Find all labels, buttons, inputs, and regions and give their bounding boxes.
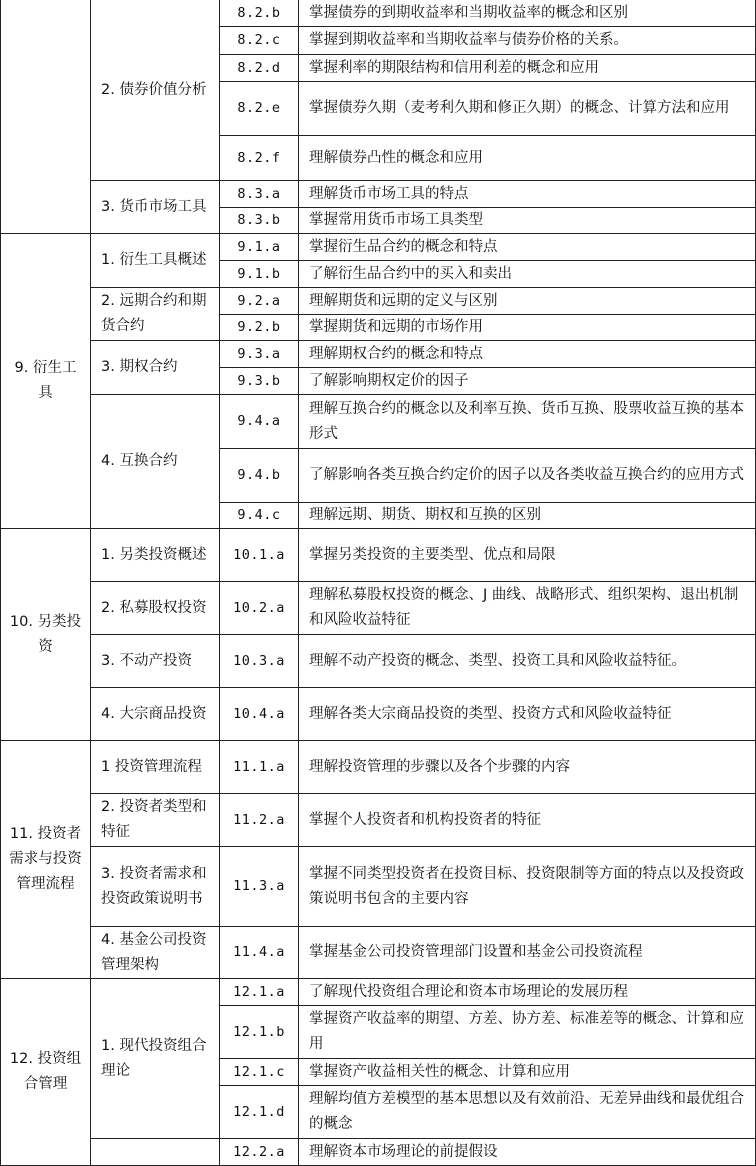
- item-desc: 掌握到期收益率和当期收益率与债券价格的关系。: [299, 27, 756, 55]
- item-code: 12.1.d: [220, 1086, 299, 1139]
- subsection-private-equity: 2. 私募股权投资: [91, 582, 220, 635]
- item-code: 8.2.c: [220, 27, 299, 55]
- item-code: 9.1.a: [220, 234, 299, 261]
- item-desc: 理解投资管理的步骤以及各个步骤的内容: [299, 741, 756, 794]
- item-code: 11.4.a: [220, 927, 299, 979]
- item-code: 10.4.a: [220, 688, 299, 741]
- subsection-derivatives-overview: 1. 衍生工具概述: [91, 234, 220, 288]
- subsection-modern-portfolio-theory: 1. 现代投资组合理论: [91, 979, 220, 1139]
- item-code: 8.3.a: [220, 181, 299, 208]
- item-code: 9.2.a: [220, 288, 299, 315]
- item-code: 11.3.a: [220, 847, 299, 927]
- item-desc: 掌握不同类型投资者在投资目标、投资限制等方面的特点以及投资政策说明书包含的主要内容: [299, 847, 756, 927]
- item-desc: 掌握债券久期（麦考利久期和修正久期）的概念、计算方法和应用: [299, 82, 756, 136]
- item-desc: 掌握衍生品合约的概念和特点: [299, 234, 756, 261]
- item-desc: 了解现代投资组合理论和资本市场理论的发展历程: [299, 979, 756, 1006]
- subsection-alt-overview: 1. 另类投资概述: [91, 529, 220, 582]
- item-code: 10.2.a: [220, 582, 299, 635]
- item-desc: 了解影响期权定价的因子: [299, 368, 756, 395]
- section-derivatives: 9. 衍生工具: [1, 234, 91, 529]
- section-cell-8: [1, 0, 91, 234]
- item-code: 9.3.a: [220, 341, 299, 368]
- item-desc: 理解期权合约的概念和特点: [299, 341, 756, 368]
- item-desc: 掌握期货和远期的市场作用: [299, 315, 756, 341]
- item-code: 12.1.a: [220, 979, 299, 1006]
- item-desc: 掌握另类投资的主要类型、优点和局限: [299, 529, 756, 582]
- item-desc: 掌握债券的到期收益率和当期收益率的概念和区别: [299, 0, 756, 27]
- subsection-investor-types: 2. 投资者类型和特征: [91, 794, 220, 847]
- item-desc: 掌握基金公司投资管理部门设置和基金公司投资流程: [299, 927, 756, 979]
- item-desc: 理解不动产投资的概念、类型、投资工具和风险收益特征。: [299, 635, 756, 688]
- item-desc: 掌握个人投资者和机构投资者的特征: [299, 794, 756, 847]
- subsection-fund-structure: 4. 基金公司投资管理架构: [91, 927, 220, 979]
- item-desc: 理解互换合约的概念以及利率互换、货币互换、股票收益互换的基本形式: [299, 395, 756, 449]
- item-desc: 理解期货和远期的定义与区别: [299, 288, 756, 315]
- subsection-real-estate: 3. 不动产投资: [91, 635, 220, 688]
- item-code: 12.1.c: [220, 1059, 299, 1086]
- item-desc: 掌握常用货币市场工具类型: [299, 208, 756, 234]
- item-code: 9.1.b: [220, 261, 299, 288]
- subsection-capital-market-theory: [91, 1139, 220, 1166]
- subsection-bond-valuation: 2. 债券价值分析: [91, 0, 220, 181]
- item-code: 8.2.d: [220, 55, 299, 82]
- item-desc: 理解债券凸性的概念和应用: [299, 136, 756, 181]
- item-desc: 掌握利率的期限结构和信用利差的概念和应用: [299, 55, 756, 82]
- subsection-options: 3. 期权合约: [91, 341, 220, 395]
- item-desc: 理解均值方差模型的基本思想以及有效前沿、无差异曲线和最优组合的概念: [299, 1086, 756, 1139]
- item-code: 9.4.b: [220, 449, 299, 503]
- item-code: 9.2.b: [220, 315, 299, 341]
- item-code: 12.1.b: [220, 1006, 299, 1059]
- item-desc: 了解影响各类互换合约定价的因子以及各类收益互换合约的应用方式: [299, 449, 756, 503]
- item-desc: 理解各类大宗商品投资的类型、投资方式和风险收益特征: [299, 688, 756, 741]
- item-code: 11.2.a: [220, 794, 299, 847]
- item-code: 8.2.b: [220, 0, 299, 27]
- item-code: 10.3.a: [220, 635, 299, 688]
- item-desc: 理解货币市场工具的特点: [299, 181, 756, 208]
- item-desc: 了解衍生品合约中的买入和卖出: [299, 261, 756, 288]
- item-code: 9.4.a: [220, 395, 299, 449]
- item-code: 10.1.a: [220, 529, 299, 582]
- subsection-forwards-futures: 2. 远期合约和期货合约: [91, 288, 220, 341]
- item-desc: 理解远期、期货、期权和互换的区别: [299, 503, 756, 529]
- item-code: 11.1.a: [220, 741, 299, 794]
- item-desc: 掌握资产收益相关性的概念、计算和应用: [299, 1059, 756, 1086]
- item-desc: 理解资本市场理论的前提假设: [299, 1139, 756, 1166]
- section-investor-needs: 11. 投资者需求与投资管理流程: [1, 741, 91, 979]
- item-desc: 掌握资产收益率的期望、方差、协方差、标准差等的概念、计算和应用: [299, 1006, 756, 1059]
- subsection-investment-process: 1 投资管理流程: [91, 741, 220, 794]
- item-code: 8.2.e: [220, 82, 299, 136]
- subsection-swaps: 4. 互换合约: [91, 395, 220, 529]
- subsection-investor-policy: 3. 投资者需求和投资政策说明书: [91, 847, 220, 927]
- item-code: 9.3.b: [220, 368, 299, 395]
- item-code: 9.4.c: [220, 503, 299, 529]
- subsection-commodities: 4. 大宗商品投资: [91, 688, 220, 741]
- section-portfolio-management: 12. 投资组合管理: [1, 979, 91, 1166]
- item-desc: 理解私募股权投资的概念、J 曲线、战略形式、组织架构、退出机制和风险收益特征: [299, 582, 756, 635]
- item-code: 12.2.a: [220, 1139, 299, 1166]
- subsection-money-market: 3. 货币市场工具: [91, 181, 220, 234]
- item-code: 8.2.f: [220, 136, 299, 181]
- item-code: 8.3.b: [220, 208, 299, 234]
- section-alternative-investments: 10. 另类投资: [1, 529, 91, 741]
